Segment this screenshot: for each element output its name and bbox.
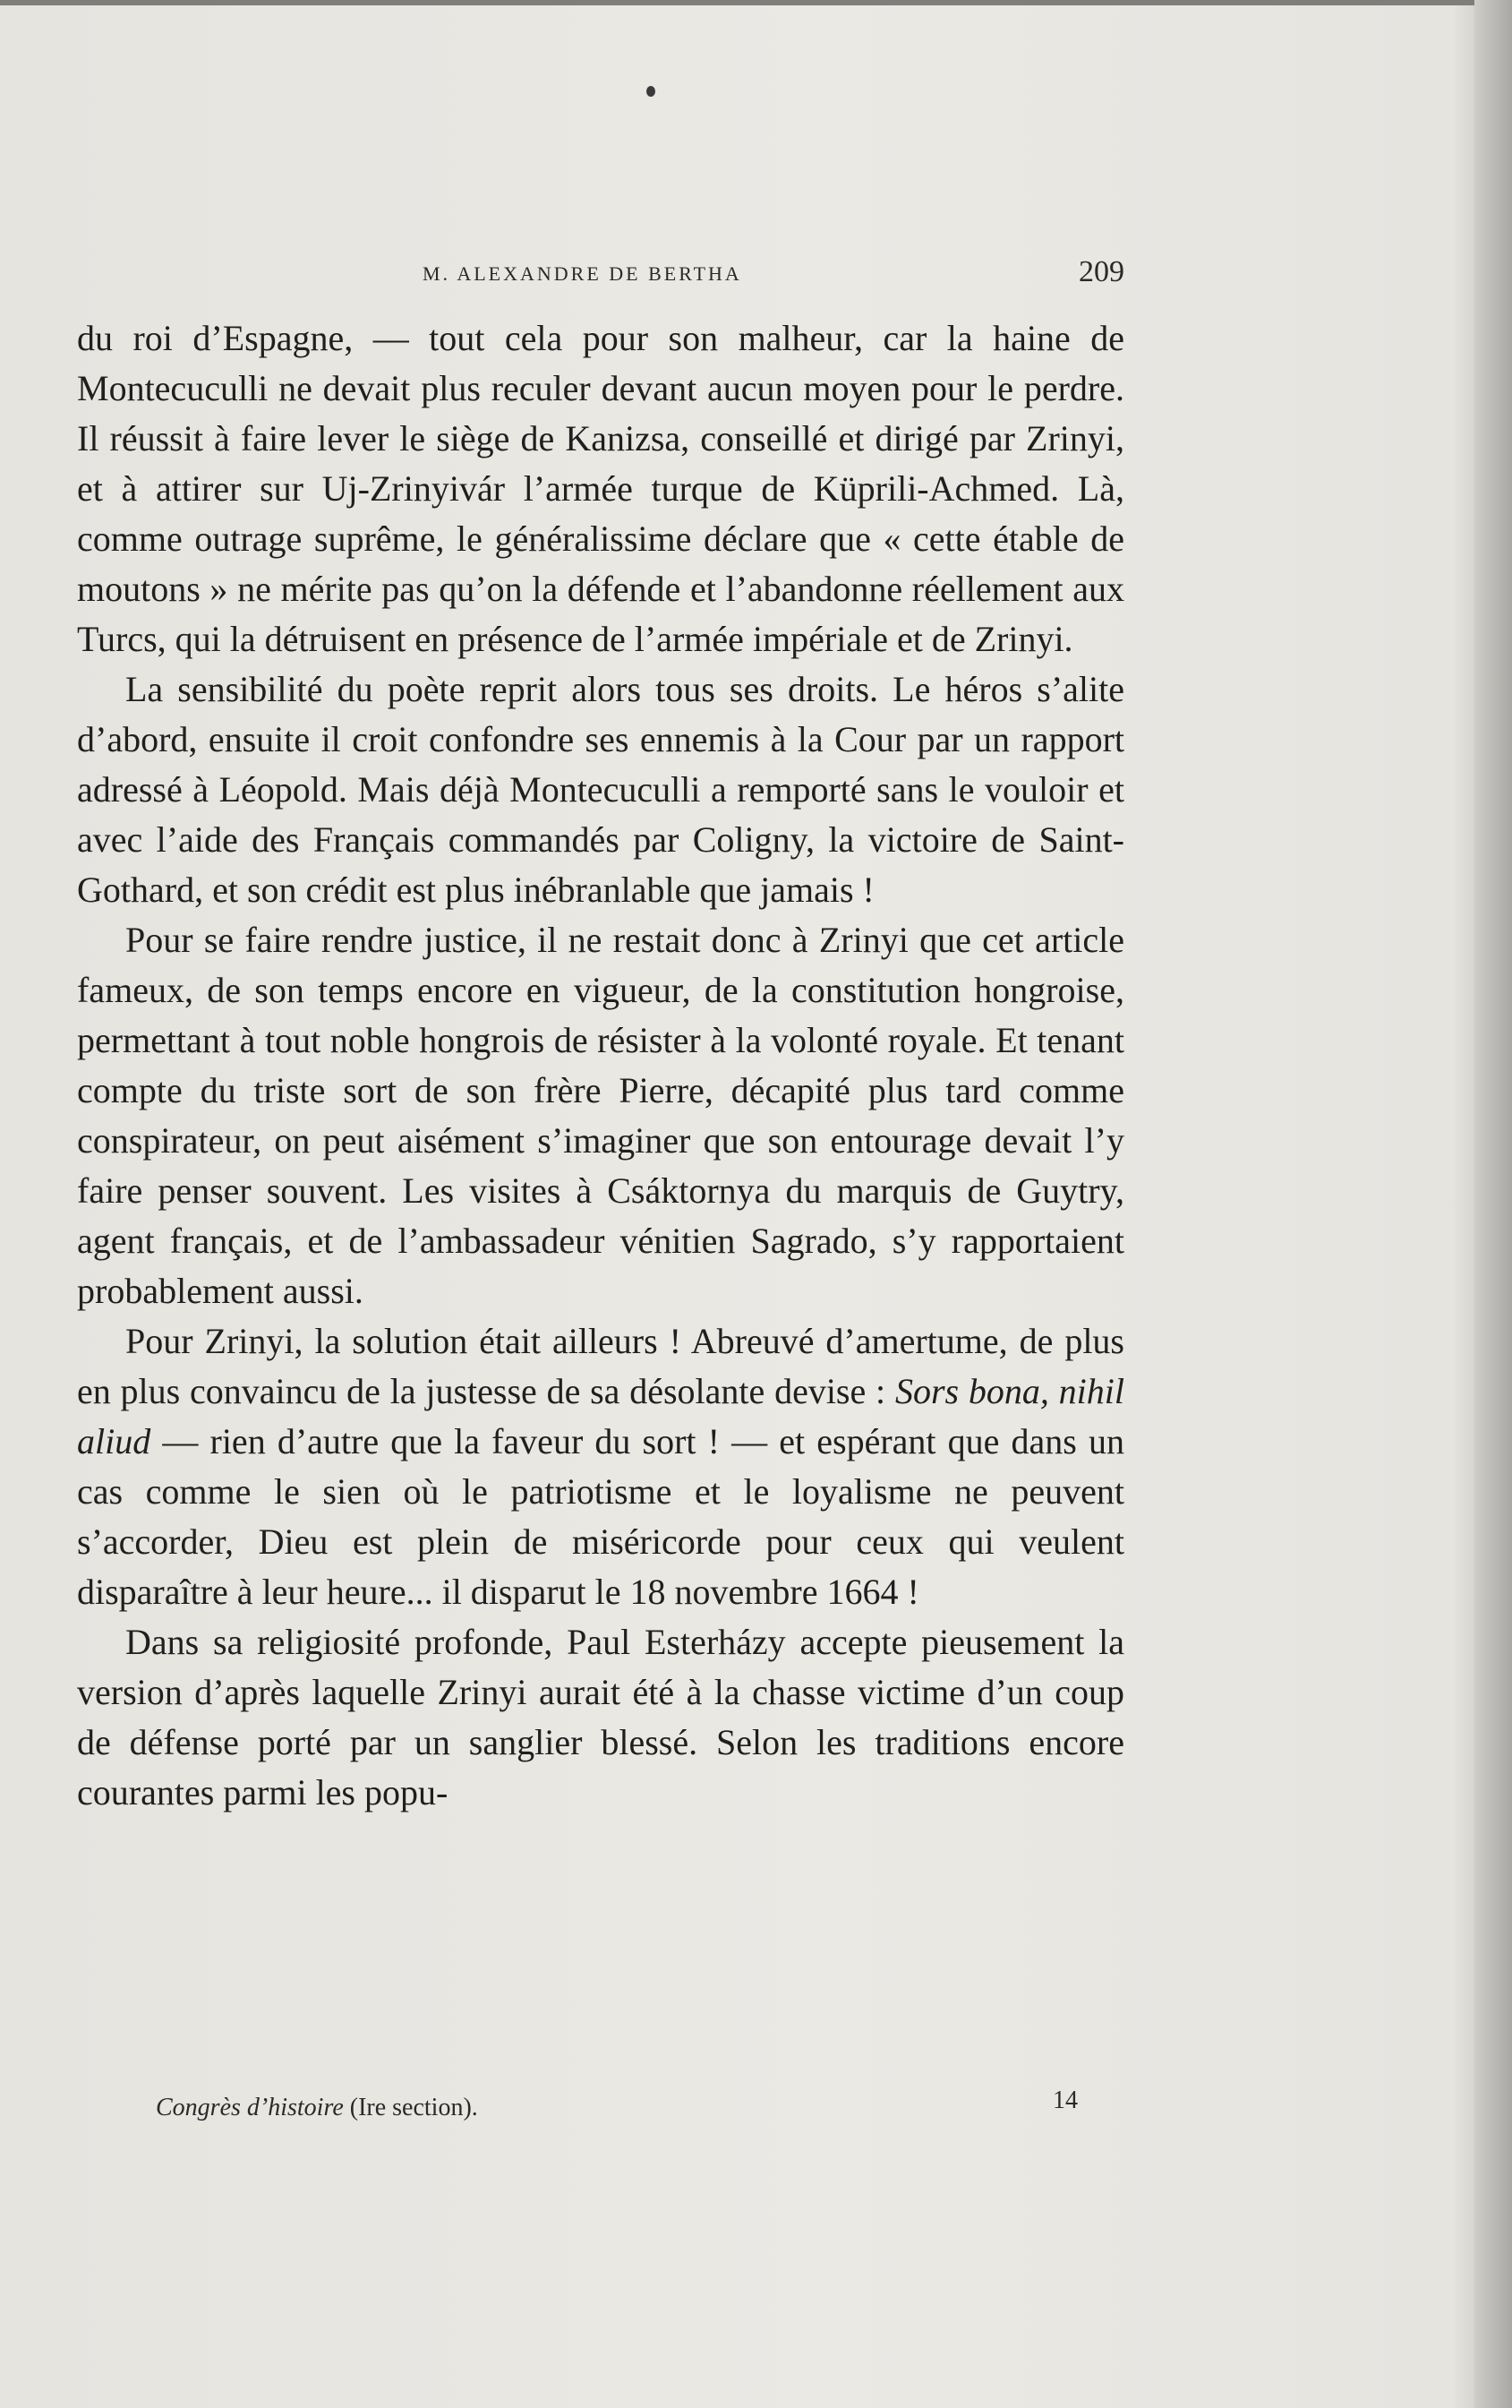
page-number: 209 xyxy=(1079,255,1124,288)
page-footer xyxy=(156,2087,1078,2140)
latin-motto: Sors bona, nihil aliud xyxy=(77,1371,1124,1461)
section-label: (Ire section). xyxy=(343,2094,478,2121)
scan-top-edge xyxy=(0,0,1512,5)
paragraph-2: La sensibilité du poète reprit alors tous ses droits. Le héros s’alite d’abord, ensuite il croit confondre ses ennemis à la Cour par un rapport adressé à Léopold. Mais déjà Montecuculli a remporté sans le vouloir et avec l’aide des Français commandés par Coligny, la victoire de Saint-Gothard, et son crédit est plus inébranlable que jamais ! xyxy=(77,669,1124,910)
page-edge-shadow xyxy=(1474,0,1512,2408)
congress-title: Congrès d’histoire xyxy=(156,2094,344,2121)
paragraph-4 xyxy=(77,1316,1124,1617)
footer-title xyxy=(156,2094,478,2122)
ink-speck xyxy=(646,86,655,97)
signature-mark: 14 xyxy=(1053,2087,1078,2114)
paragraph-1: du roi d’Espagne, — tout cela pour son malheur, car la haine de Montecuculli ne devait plus reculer devant aucun moyen pour le perdre. Il réussit à faire lever le siège de Kanizsa, conseillé et dirigé par Zrinyi, et à attirer sur Uj-Zrinyivár l’armée turque de Küprili-Achmed. Là, comme outrage suprême, le généralissime déclare que « cette étable de moutons » ne mérite pas qu’on la défende et l’abandonne réellement aux Turcs, qui la détruisent en présence de l’armée impériale et de Zrinyi. xyxy=(77,318,1124,659)
running-head: M. ALEXANDRE DE BERTHA xyxy=(423,262,742,285)
paragraph-3: Pour se faire rendre justice, il ne restait donc à Zrinyi que cet article fameux, de son temps encore en vigueur, de la constitution hongroise, permettant à tout noble hongrois de résister à la volonté royale. Et tenant compte du triste sort de son frère Pierre, décapité plus tard comme conspirateur, on peut aisément s’imaginer que son entourage devait l’y faire penser souvent. Les visites à Csáktornya du marquis de Guytry, agent français, et de l’ambassadeur vénitien Sagrado, s’y rapportaient probablement aussi. xyxy=(77,920,1124,1311)
paragraph-4-text-end: — rien d’autre que la faveur du sort ! — et espérant que dans un cas comme le sien où le patriotisme et le loyalisme ne peuvent s’accorder, Dieu est plein de miséricorde pour ceux qui veulent disparaître à leur heure... il disparut le 18 novembre 1664 ! xyxy=(77,1421,1124,1612)
paragraph-5: Dans sa religiosité profonde, Paul Esterházy accepte pieusement la version d’après laquelle Zrinyi aurait été à la chasse victime d’un coup de défense porté par un sanglier blessé. Selon les traditions encore courantes parmi les popu- xyxy=(77,1622,1124,1812)
page-header xyxy=(77,255,1124,300)
paragraph-4-text-start: Pour Zrinyi, la solution était ailleurs ! Abreuvé d’amertume, de plus en plus convaincu de la justesse de sa désolante devise : xyxy=(77,1321,1124,1411)
main-text xyxy=(77,313,1124,1818)
